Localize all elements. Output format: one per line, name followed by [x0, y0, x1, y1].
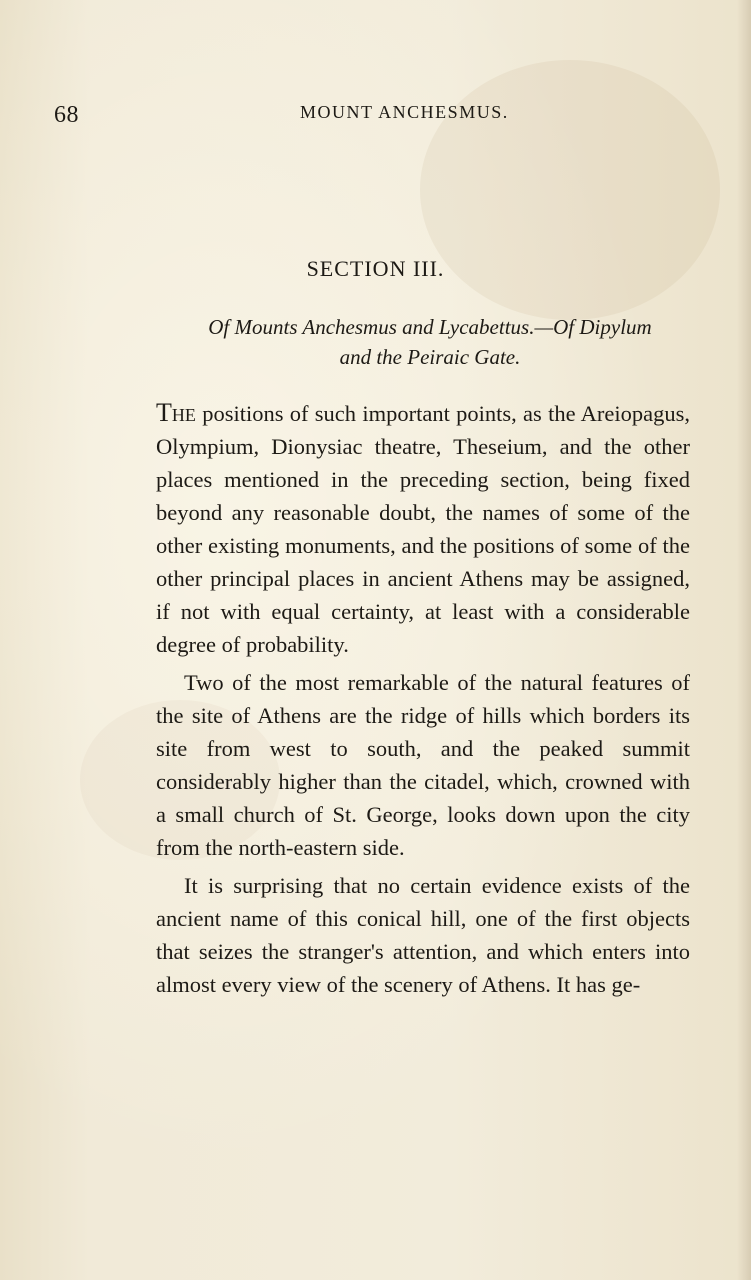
subtitle-line-2: and the Peiraic Gate.: [339, 345, 521, 369]
paragraph-1-text: positions of such important points, as the Areiopagus, Olympium, Dionysiac theatre, Theseium, and the other places mentioned in the preceding section, being fixed beyond any reasonable doubt, the names of some of the other existing monuments, and the positions of some of the other principal places in ancient Athens may be assigned, if not with equal certainty, at least with a considerable degree of probability.: [156, 401, 690, 657]
page-number: 68: [54, 102, 79, 128]
section-subtitle: [150, 312, 710, 372]
paragraph-1: [156, 396, 690, 661]
body-text: [156, 396, 690, 1006]
running-head-title: MOUNT ANCHESMUS.: [300, 102, 509, 122]
section-heading: [0, 256, 751, 282]
page-edge-shadow: [737, 0, 751, 1280]
paragraph-3: It is surprising that no certain evidence exists of the ancient name of this conical hill, one of the first objects that seizes the stranger's attention, and which enters into almost every view of the scenery of Athens. It has ge-: [156, 873, 690, 997]
paragraph-1-first-word: The: [156, 398, 196, 427]
section-heading-text: SECTION III.: [306, 256, 445, 281]
running-head: [54, 98, 694, 132]
paragraph-2: Two of the most remarkable of the natural features of the site of Athens are the ridge of hills which borders its site from west to south, and the peaked summit considerably higher than the citadel, which, crowned with a small church of St. George, looks down upon the city from the north-eastern side.: [156, 670, 690, 860]
subtitle-line-1: Of Mounts Anchesmus and Lycabettus.—Of Dipylum: [208, 315, 652, 339]
